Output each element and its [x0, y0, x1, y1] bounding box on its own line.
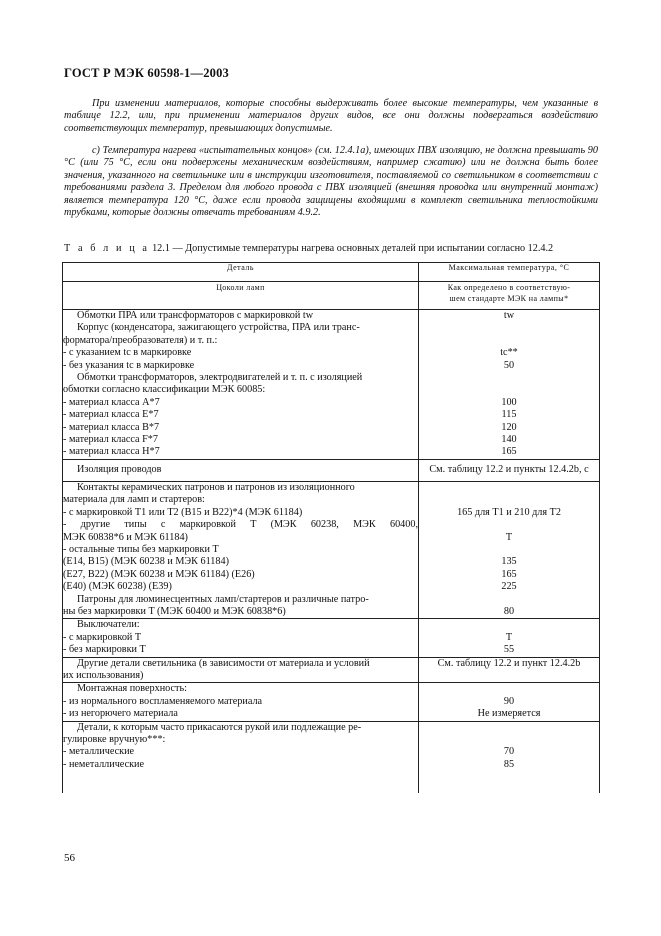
row-value-line: 115 — [501, 409, 517, 421]
row-value-line: 100 — [501, 396, 517, 408]
row-value-line: T — [505, 531, 513, 543]
row-part-cell — [63, 482, 419, 619]
row-text-line: - другие типы с маркировкой T (МЭК 60238, МЭК 60400, — [63, 519, 418, 531]
row-value-line: 165 — [501, 446, 517, 458]
row-text-line: - с маркировкой T — [63, 631, 142, 643]
row-value-line: 135 — [501, 556, 517, 568]
row-text-line: (E14, B15) (МЭК 60238 и МЭК 61184) — [63, 556, 229, 568]
row-text-line: форматора/преобразователя) и т. п.: — [63, 334, 218, 346]
row-part-cell — [63, 619, 419, 657]
row-text-line: (E40) (МЭК 60238) (E39) — [63, 581, 172, 593]
row-text-line: Контакты керамических патронов и патронов из изоляционного — [77, 482, 355, 494]
row-value-line: tw — [503, 310, 515, 321]
subheader-lamp-caps: Цоколи ламп — [63, 282, 419, 310]
subheader-lamp-standard — [419, 282, 600, 310]
row-part-cell — [63, 657, 419, 683]
row-text-line: Патроны для люминесцентных ламп/стартеров и различные патро- — [77, 593, 369, 605]
row-text-line: ны без маркировки T (МЭК 60400 и МЭК 60838*6) — [63, 605, 286, 617]
row-text-line: Детали, к которым часто прикасаются рукой или подлежащие ре- — [77, 721, 362, 733]
row-value-cell — [419, 310, 600, 460]
row-value-line — [419, 519, 599, 531]
table-header-row — [63, 263, 600, 282]
subheader-line-1: Как определено в соответствую- — [447, 283, 571, 292]
table-row — [63, 721, 600, 793]
row-text-line: Корпус (конденсатора, зажигающего устройства, ПРА или транс- — [77, 322, 360, 334]
row-text-line: МЭК 60838*6 и МЭК 61184) — [63, 531, 188, 543]
table-caption — [64, 243, 553, 254]
row-value-cell — [419, 459, 600, 481]
row-text-line: - с указанием tc в маркировке — [63, 347, 192, 359]
row-text-line: - неметаллические — [63, 758, 145, 770]
row-value-line — [419, 384, 599, 396]
row-value-line — [419, 494, 599, 506]
table-row — [63, 657, 600, 683]
row-value-line — [419, 544, 599, 556]
row-text-line: Изоляция проводов — [77, 463, 162, 475]
row-value-line — [419, 683, 599, 695]
col-header-max-temp: Максимальная температура, °C — [419, 263, 600, 282]
row-value-line — [419, 482, 599, 494]
table-row — [63, 619, 600, 657]
row-value-line — [419, 619, 599, 631]
row-part-cell — [63, 721, 419, 793]
row-text-line: материала для ламп и стартеров: — [63, 494, 205, 506]
row-text-line: - материал класса E*7 — [63, 409, 159, 421]
col-header-part: Деталь — [63, 263, 419, 282]
row-value-line — [419, 335, 599, 347]
row-value-cell — [419, 683, 600, 721]
row-text-line: Обмотки ПРА или трансформаторов с маркировкой tw — [77, 310, 314, 321]
row-value-line: 80 — [503, 605, 515, 617]
table-row — [63, 683, 600, 721]
row-value-line: 55 — [503, 644, 515, 656]
row-value-line: 50 — [503, 359, 515, 371]
row-text-line: - без указания tc в маркировке — [63, 359, 195, 371]
row-value-line: 165 — [501, 568, 517, 580]
table-row — [63, 459, 600, 481]
row-text-line: - металлические — [63, 746, 135, 758]
row-text-line: Монтажная поверхность: — [77, 683, 187, 695]
row-value-line — [419, 734, 599, 746]
subheader-line-2: шем стандарте МЭК на лампы* — [449, 294, 569, 303]
row-value-line — [419, 372, 599, 384]
row-text-line: Обмотки трансформаторов, электродвигателей и т. п. с изоляцией — [77, 371, 363, 383]
table-row — [63, 482, 600, 619]
row-value-cell — [419, 619, 600, 657]
row-text-line: - материал класса F*7 — [63, 433, 158, 445]
intro-paragraph-2: c) Температура нагрева «испытательных концов» (см. 12.4.1a), имеющих ПВХ изоляцию, не должна превышать 90 °C (или 75 °C, если они подвержены механическим воздействиям, например сжатию) или не должна быть более значения, указанного на светильнике или в инструкции изготовителя, поставляемой со светильником в соответствии с требованиями раздела 3. Пределом для любого провода с ПВХ изоляцией (внешняя проводка или внутренний монтаж) является температура 120 °C, даже если провода защищены входящими в комплект светильника теплостойкими трубками, которые должны отвечать требованиям 4.9.2. — [64, 145, 598, 219]
row-text-line: гулировке вручную***: — [63, 733, 166, 745]
row-part-cell — [63, 459, 419, 481]
row-part-cell — [63, 683, 419, 721]
row-value-cell — [419, 721, 600, 793]
row-text-line: - материал класса B*7 — [63, 421, 160, 433]
row-value-line: 120 — [501, 421, 517, 433]
row-value-cell — [419, 657, 600, 683]
row-value-line: T — [505, 631, 513, 643]
row-text-line: - материал класса A*7 — [63, 396, 160, 408]
row-text-line: Выключатели: — [77, 619, 140, 631]
table-row — [63, 310, 600, 460]
row-value-line — [419, 322, 599, 334]
row-value-line: 165 для T1 и 210 для T2 — [457, 506, 561, 518]
row-value-line — [419, 594, 599, 606]
row-text-line: обмотки согласно классификации МЭК 60085: — [63, 384, 266, 396]
temperature-table — [62, 262, 600, 793]
row-text-line: - с маркировкой T1 или T2 (B15 и B22)*4 (МЭК 61184) — [63, 506, 303, 518]
row-text-line: их использования) — [63, 669, 144, 681]
table-caption-text: 12.1 — Допустимые температуры нагрева основных деталей при испытании согласно 12.4.2 — [152, 243, 554, 254]
document-header: ГОСТ Р МЭК 60598-1—2003 — [64, 66, 229, 80]
row-text-line: Другие детали светильника (в зависимости от материала и условий — [77, 657, 370, 669]
table-subheader-row — [63, 282, 600, 310]
row-value-line: tc** — [500, 347, 518, 359]
row-text-line: - остальные типы без маркировки T — [63, 544, 219, 556]
row-text-line: - из негорючего материала — [63, 708, 178, 720]
table-caption-prefix: Т а б л и ц а — [64, 243, 150, 254]
row-text-line: - материал класса H*7 — [63, 446, 160, 458]
intro-paragraph-1: При изменении материалов, которые способны выдерживать более высокие температуры, чем указанные в таблице 12.2, или, при применении материалов других видов, все они должны подвергаться воздействию соответствующих температур, превышающих допустимые. — [64, 98, 598, 134]
row-value-line: Не измеряется — [477, 708, 541, 720]
row-value-line: 140 — [501, 433, 517, 445]
row-value-line: 90 — [503, 695, 515, 707]
row-value-line: 225 — [501, 581, 517, 593]
row-value-line: 85 — [503, 758, 515, 770]
row-text-line: - без маркировки T — [63, 644, 146, 656]
row-value-line: См. таблицу 12.2 и пункты 12.4.2b, c — [429, 463, 589, 475]
row-value-cell — [419, 482, 600, 619]
row-value-line: См. таблицу 12.2 и пункт 12.4.2b — [437, 657, 581, 669]
row-text-line: - из нормального воспламеняемого материала — [63, 695, 263, 707]
row-value-line — [419, 722, 599, 734]
row-part-cell — [63, 310, 419, 460]
row-value-line: 70 — [503, 746, 515, 758]
row-text-line: (E27, B22) (МЭК 60238 и МЭК 61184) (E26) — [63, 568, 255, 580]
page-number: 56 — [64, 852, 75, 864]
